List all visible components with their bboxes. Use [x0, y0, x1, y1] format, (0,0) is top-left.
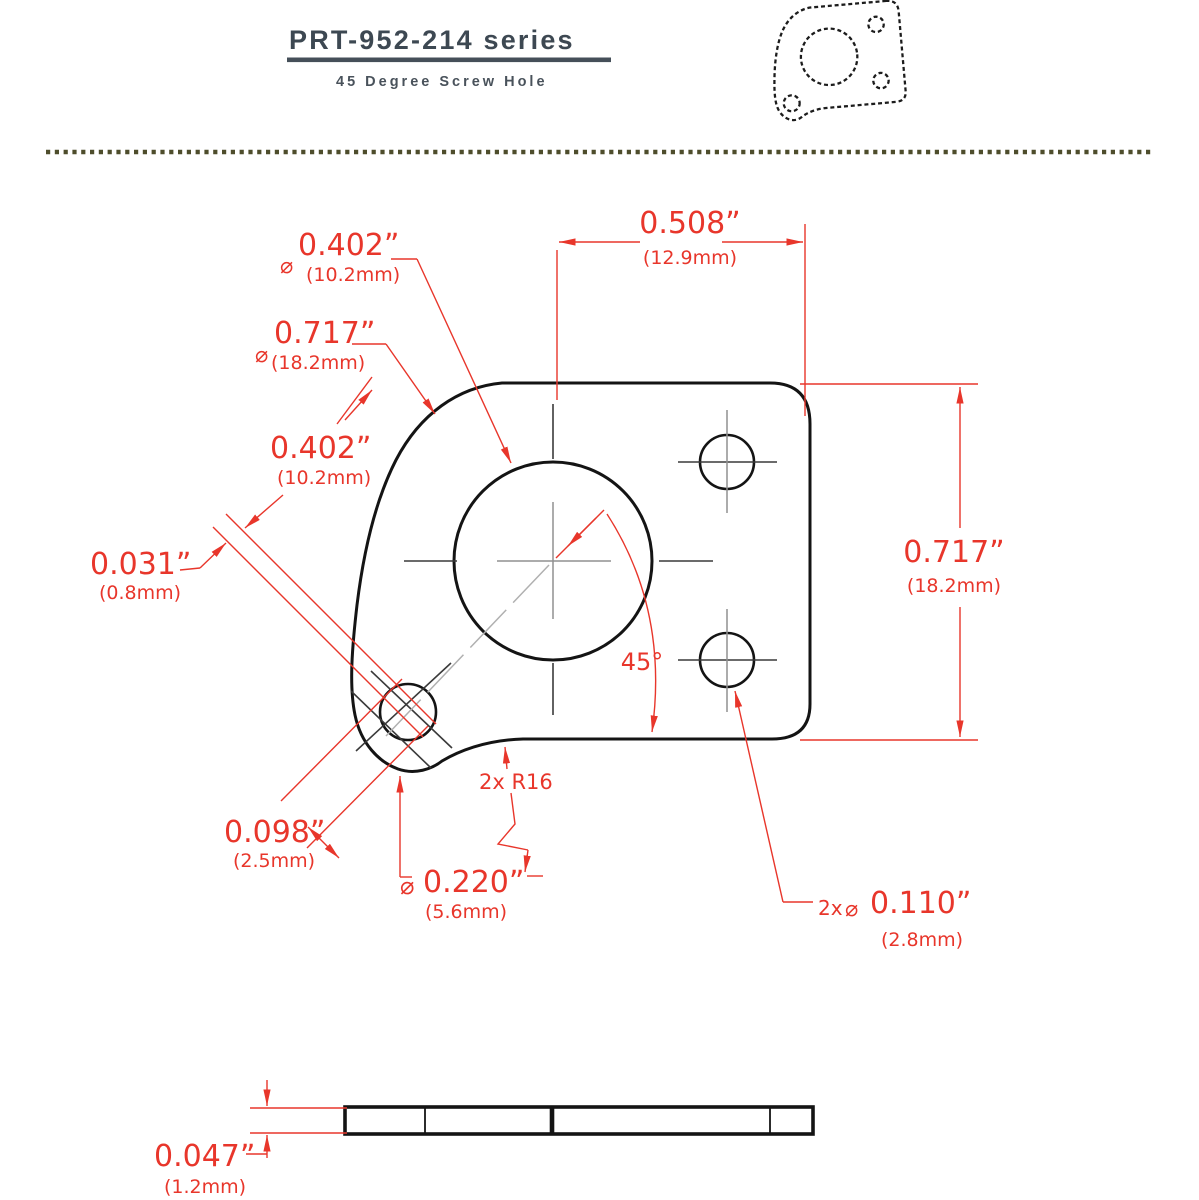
dia-symbol: ⌀	[845, 897, 859, 922]
dim-right-height-mm: (18.2mm)	[906, 575, 1002, 597]
thumbnail-lobe-hole	[783, 95, 800, 112]
dim-slot-length-mm: (10.2mm)	[277, 467, 372, 489]
thumbnail-screw-hole-top	[868, 16, 885, 33]
dim-right-height	[800, 384, 1005, 740]
dim-boss-dia	[255, 316, 435, 414]
dim-top-width-in: 0.508”	[639, 206, 741, 241]
diagonal-centerline	[386, 565, 549, 736]
title-underline	[287, 58, 611, 63]
dia-symbol: ⌀	[400, 872, 415, 900]
header	[287, 25, 611, 90]
dim-boss-dia-in: 0.717”	[274, 316, 376, 351]
dim-boss-dia-mm: (18.2mm)	[271, 352, 366, 374]
dim-lobe-offset-mm: (2.5mm)	[233, 850, 316, 872]
dim-screw-holes	[735, 691, 971, 951]
dim-thickness-in: 0.047”	[154, 1139, 256, 1174]
part-outline	[352, 383, 810, 771]
dim-angle-value: 45°	[620, 648, 664, 676]
dim-corner-radius-label: 2x R16	[479, 770, 553, 794]
page-subtitle: 45 Degree Screw Hole	[336, 74, 548, 90]
page-title: PRT-952-214 series	[289, 25, 575, 55]
dim-lobe-hole-in: 0.220”	[423, 865, 525, 900]
dia-symbol: ⌀	[280, 254, 294, 279]
dim-thickness	[154, 1080, 347, 1198]
dim-right-height-in: 0.717”	[903, 535, 1005, 570]
dim-screw-holes-in: 0.110”	[870, 886, 972, 921]
thumbnail-screw-hole-bottom	[873, 72, 890, 89]
dim-angle	[556, 510, 663, 732]
dim-lobe-hole-mm: (5.6mm)	[424, 901, 508, 923]
dim-corner-radius	[479, 747, 553, 876]
dim-center-hole-mm: (10.2mm)	[306, 264, 401, 286]
part-thumbnail-icon	[768, 0, 908, 122]
dia-symbol: ⌀	[255, 343, 269, 368]
dim-lobe-offset	[224, 679, 428, 872]
dim-slot-width-mm: (0.8mm)	[99, 582, 182, 604]
thumbnail-outline	[768, 0, 908, 122]
thumbnail-center-hole	[799, 26, 860, 87]
dim-screw-holes-qty: 2x	[818, 896, 843, 920]
dim-lobe-offset-in: 0.098”	[224, 815, 326, 850]
dim-slot-length-in: 0.402”	[270, 431, 372, 466]
dim-center-hole-in: 0.402”	[298, 228, 400, 263]
part-top-view	[351, 383, 810, 771]
dim-lobe-hole	[400, 776, 524, 923]
dim-screw-holes-mm: (2.8mm)	[881, 929, 964, 951]
dim-top-width-mm: (12.9mm)	[642, 247, 738, 269]
part-side-view	[345, 1107, 813, 1134]
dim-slot-width-in: 0.031”	[90, 547, 192, 582]
dim-thickness-mm: (1.2mm)	[164, 1176, 247, 1198]
